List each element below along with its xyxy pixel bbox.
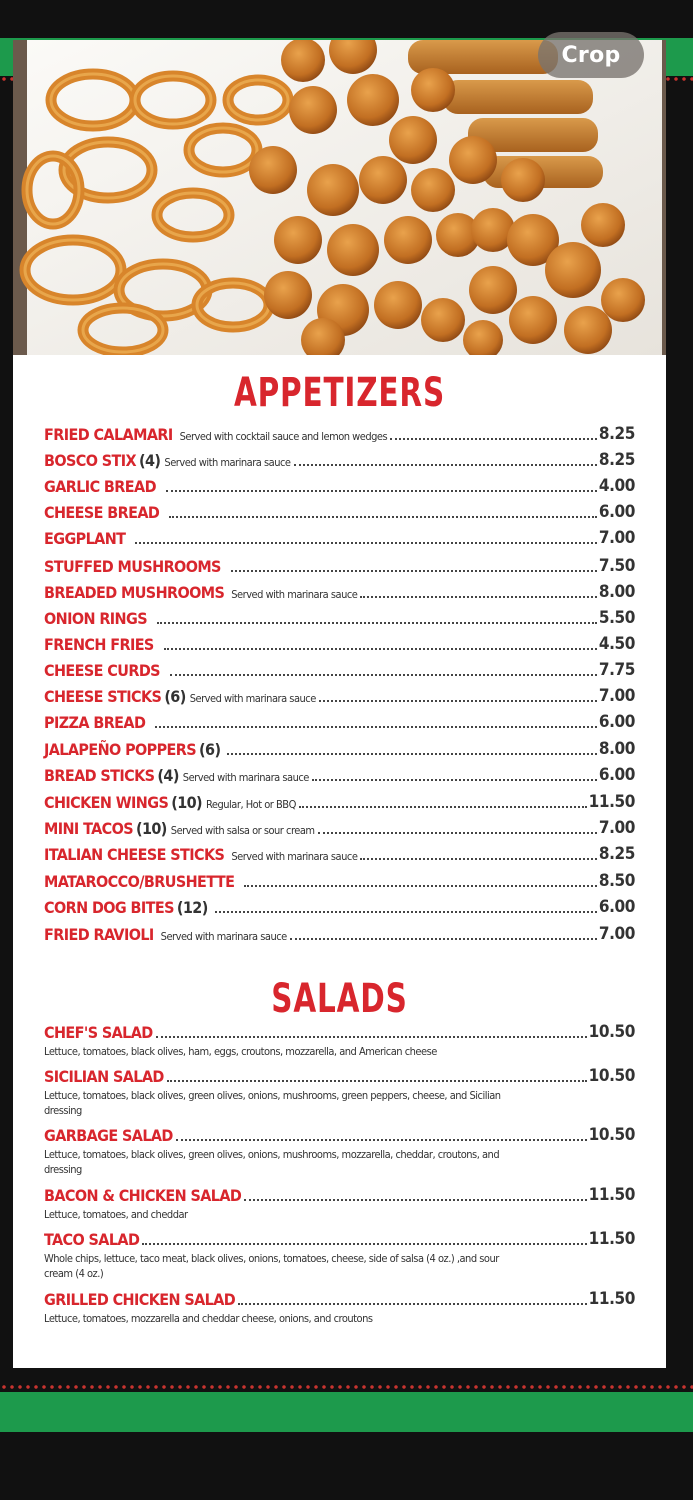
appetizer-photo[interactable] (13, 40, 666, 355)
menu-item-row (44, 504, 635, 521)
menu-item-quantity: (6) (164, 687, 186, 706)
dotted-leader (227, 753, 596, 755)
dotted-leader (215, 911, 597, 913)
menu-item-price: 11.50 (588, 792, 635, 812)
salad-item-description: Lettuce, tomatoes, black olives, green olives, onions, mushrooms, mozzarella, cheddar, croutons, and dressing (44, 1148, 500, 1176)
menu-item-row (44, 478, 635, 495)
menu-item-quantity: (12) (176, 898, 208, 917)
appetizer-photo-drawing (13, 40, 666, 355)
menu-item-price: 7.50 (598, 556, 635, 576)
menu-item-row (44, 558, 635, 575)
salad-item-description: Lettuce, tomatoes, black olives, ham, eggs, croutons, mozzarella, and American cheese (44, 1045, 437, 1058)
breaded-mushroom (411, 68, 455, 112)
menu-item-name: CHICKEN WINGS (44, 793, 169, 812)
menu-item-quantity: (6) (199, 740, 221, 759)
menu-item-name: FRENCH FRIES (44, 635, 154, 654)
breaded-mushroom (289, 86, 337, 134)
menu-item-quantity: (4) (157, 766, 179, 785)
dotted-leader (167, 1080, 587, 1082)
menu-item-name: STUFFED MUSHROOMS (44, 557, 221, 576)
menu-item-price: 7.00 (598, 686, 635, 706)
dotted-leader (170, 674, 597, 676)
salad-item-price: 10.50 (588, 1125, 635, 1145)
salad-item-name: TACO SALAD (44, 1230, 140, 1249)
breaded-mushroom (421, 298, 465, 342)
salad-item-name: BACON & CHICKEN SALAD (44, 1186, 242, 1205)
menu-item-name: EGGPLANT (44, 529, 126, 548)
breaded-mushroom (501, 158, 545, 202)
crop-button[interactable]: Crop (538, 32, 644, 78)
dotted-leader (231, 570, 597, 572)
menu-item-name: BREADED MUSHROOMS (44, 583, 225, 602)
menu-item-row (44, 662, 635, 679)
salad-item-name: CHEF'S SALAD (44, 1023, 153, 1042)
salads-title: SALADS (271, 976, 408, 1022)
menu-item-price: 8.00 (598, 739, 635, 759)
breaded-mushroom (274, 216, 322, 264)
dotted-leader (360, 596, 596, 598)
salad-item-name: GARBAGE SALAD (44, 1126, 173, 1145)
menu-item-name: CHEESE STICKS (44, 687, 162, 706)
breaded-mushroom (545, 242, 601, 298)
salad-item-description: Lettuce, tomatoes, mozzarella and cheddar cheese, onions, and croutons (44, 1312, 373, 1325)
menu-item-row (44, 794, 635, 811)
dotted-leader (166, 490, 597, 492)
menu-item-row (44, 899, 635, 916)
menu-item-price: 8.25 (598, 450, 635, 470)
menu-card (13, 40, 666, 1368)
menu-item-row (44, 530, 635, 547)
menu-item-row (44, 820, 635, 837)
menu-item-name: FRIED RAVIOLI (44, 925, 154, 944)
dotted-leader (135, 542, 596, 544)
menu-item-price: 5.50 (598, 608, 635, 628)
breaded-mushroom (581, 203, 625, 247)
breaded-mushroom (359, 156, 407, 204)
salad-item-name: SICILIAN SALAD (44, 1067, 164, 1086)
breaded-mushroom (601, 278, 645, 322)
menu-item-name: PIZZA BREAD (44, 713, 146, 732)
menu-item-name: GARLIC BREAD (44, 477, 156, 496)
menu-item-quantity: (4) (139, 451, 161, 470)
menu-item-row (44, 714, 635, 731)
menu-item-name: CHEESE CURDS (44, 661, 160, 680)
dotted-leader (360, 858, 596, 860)
dotted-leader (155, 726, 597, 728)
menu-item-quantity: (10) (171, 793, 203, 812)
menu-item-price: 6.00 (598, 897, 635, 917)
menu-item-name: CORN DOG BITES (44, 898, 174, 917)
menu-item-name: MATAROCCO/BRUSHETTE (44, 872, 235, 891)
dotted-leader (294, 464, 597, 466)
breaded-mushroom (564, 306, 612, 354)
salad-item-price: 10.50 (588, 1066, 635, 1086)
frame-green-band-bottom (0, 1392, 693, 1432)
dotted-leader (319, 700, 597, 702)
menu-item-price: 6.00 (598, 765, 635, 785)
menu-item-name: MINI TACOS (44, 819, 133, 838)
breaded-mushroom (509, 296, 557, 344)
salad-item-price: 11.50 (588, 1289, 635, 1309)
salad-item-price: 11.50 (588, 1185, 635, 1205)
dotted-leader (290, 938, 597, 940)
menu-item-row (44, 767, 635, 784)
salad-item-row (44, 1231, 635, 1248)
mozzarella-stick (443, 80, 593, 114)
breaded-mushroom (411, 168, 455, 212)
menu-item-price: 7.00 (598, 528, 635, 548)
menu-item-price: 8.50 (598, 871, 635, 891)
salad-item-row (44, 1024, 635, 1041)
breaded-mushroom (327, 224, 379, 276)
dotted-leader (157, 622, 597, 624)
menu-item-name: ITALIAN CHEESE STICKS (44, 845, 225, 864)
breaded-mushroom (384, 216, 432, 264)
breaded-mushroom (307, 164, 359, 216)
dotted-leader (238, 1303, 586, 1305)
menu-item-note: Served with marinara sauce (231, 850, 358, 863)
menu-item-row (44, 688, 635, 705)
menu-item-row (44, 610, 635, 627)
breaded-mushroom (347, 74, 399, 126)
menu-item-name: BREAD STICKS (44, 766, 155, 785)
breaded-mushroom (281, 40, 325, 82)
frame-dotted-border-bottom (0, 1384, 693, 1390)
menu-item-name: BOSCO STIX (44, 451, 137, 470)
menu-item-name: ONION RINGS (44, 609, 147, 628)
salad-item-price: 11.50 (588, 1229, 635, 1249)
dotted-leader (318, 832, 597, 834)
dotted-leader (299, 806, 587, 808)
menu-item-price: 8.25 (598, 844, 635, 864)
menu-item-quantity: (10) (135, 819, 167, 838)
dotted-leader (312, 779, 597, 781)
menu-item-row (44, 584, 635, 601)
salad-item-description: Lettuce, tomatoes, and cheddar (44, 1208, 188, 1221)
menu-item-note: Served with marinara sauce (160, 930, 287, 943)
menu-item-row (44, 926, 635, 943)
menu-item-name: CHEESE BREAD (44, 503, 160, 522)
menu-item-note: Served with cocktail sauce and lemon wedges (179, 430, 388, 443)
menu-item-price: 8.00 (598, 582, 635, 602)
breaded-mushroom (374, 281, 422, 329)
menu-item-row (44, 636, 635, 653)
menu-item-row (44, 873, 635, 890)
breaded-mushroom (389, 116, 437, 164)
dotted-leader (176, 1139, 587, 1141)
breaded-mushroom (469, 266, 517, 314)
menu-item-price: 7.75 (598, 660, 635, 680)
menu-item-note: Regular, Hot or BBQ (206, 798, 296, 811)
appetizers-title: APPETIZERS (233, 370, 446, 416)
salad-item-price: 10.50 (588, 1022, 635, 1042)
salad-item-row (44, 1291, 635, 1308)
dotted-leader (244, 1199, 586, 1201)
dotted-leader (244, 885, 597, 887)
dotted-leader (164, 648, 597, 650)
menu-item-row (44, 741, 635, 758)
menu-item-price: 4.00 (598, 476, 635, 496)
menu-item-note: Served with marinara sauce (182, 771, 309, 784)
breaded-mushroom (249, 146, 297, 194)
salad-item-row (44, 1068, 635, 1085)
dotted-leader (156, 1036, 587, 1038)
salad-item-description: Lettuce, tomatoes, black olives, green olives, onions, mushrooms, green peppers, cheese, and Sicilian dressing (44, 1089, 501, 1117)
menu-item-row (44, 452, 635, 469)
dotted-leader (169, 516, 597, 518)
menu-item-note: Served with salsa or sour cream (170, 824, 315, 837)
breaded-mushroom (264, 271, 312, 319)
menu-item-price: 6.00 (598, 502, 635, 522)
salad-item-row (44, 1187, 635, 1204)
salad-item-row (44, 1127, 635, 1144)
menu-item-row (44, 846, 635, 863)
breaded-mushroom (449, 136, 497, 184)
menu-item-price: 4.50 (598, 634, 635, 654)
menu-item-note: Served with marinara sauce (189, 692, 316, 705)
dotted-leader (390, 438, 597, 440)
menu-item-name: FRIED CALAMARI (44, 425, 173, 444)
menu-item-price: 6.00 (598, 712, 635, 732)
menu-item-note: Served with marinara sauce (164, 456, 291, 469)
menu-item-price: 8.25 (598, 424, 635, 444)
menu-item-row (44, 426, 635, 443)
menu-item-price: 7.00 (598, 924, 635, 944)
menu-item-note: Served with marinara sauce (231, 588, 358, 601)
salad-item-name: GRILLED CHICKEN SALAD (44, 1290, 236, 1309)
menu-item-price: 7.00 (598, 818, 635, 838)
menu-item-name: JALAPEÑO POPPERS (44, 740, 197, 759)
salad-item-description: Whole chips, lettuce, taco meat, black olives, onions, tomatoes, cheese, side of salsa (4 oz.) ,and sour cream (4 oz.) (44, 1252, 499, 1280)
dotted-leader (142, 1243, 586, 1245)
